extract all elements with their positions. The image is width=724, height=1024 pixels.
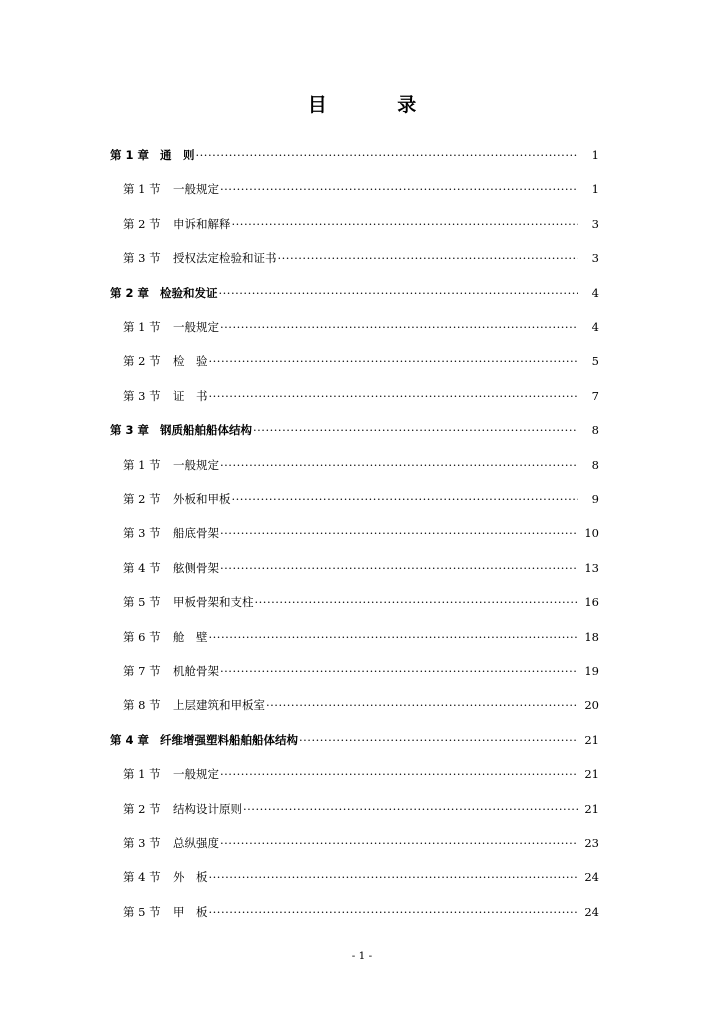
toc-entry-page-number: 1	[591, 148, 599, 162]
toc-dot-leader	[266, 696, 578, 714]
toc-entry-title: 船底骨架	[173, 526, 219, 541]
toc-entry-page-number: 4	[591, 320, 599, 334]
toc-entry-number: 第 3 章	[110, 423, 150, 438]
toc-entry-number: 第 3 节	[123, 836, 161, 850]
toc-dot-leader	[232, 215, 579, 233]
toc-entry-number: 第 6 节	[123, 629, 161, 644]
toc-entry-number: 第 3 节	[123, 388, 161, 403]
toc-chapter-entry[interactable]	[110, 284, 599, 302]
toc-entry-number: 第 1 节	[123, 457, 161, 472]
toc-entry-title: 纤维增强塑料船舶船体结构	[160, 732, 298, 747]
toc-section-entry[interactable]	[123, 180, 599, 198]
toc-entry-title: 申诉和解释	[173, 216, 231, 231]
toc-dot-leader	[220, 559, 578, 577]
toc-entry-page-number: 19	[584, 664, 599, 678]
toc-dot-leader	[220, 765, 578, 783]
toc-dot-leader	[209, 903, 579, 921]
toc-entry-page-number: 8	[591, 457, 599, 472]
toc-dot-leader	[220, 834, 578, 852]
toc-dot-leader	[255, 593, 579, 611]
toc-section-entry[interactable]	[123, 318, 599, 336]
toc-entry-number: 第 2 节	[123, 801, 161, 816]
toc-entry-number: 第 7 节	[123, 664, 161, 678]
toc-dot-leader	[209, 868, 579, 886]
toc-dot-leader	[243, 800, 578, 818]
toc-entry-number: 第 3 节	[123, 251, 161, 266]
toc-section-entry[interactable]	[123, 559, 599, 577]
toc-section-entry[interactable]	[123, 215, 599, 233]
toc-entry-page-number: 21	[584, 801, 599, 816]
toc-dot-leader	[232, 490, 579, 508]
toc-entry-number: 第 1 节	[123, 767, 161, 782]
toc-entry-page-number: 24	[584, 904, 599, 919]
toc-dot-leader	[220, 180, 578, 198]
toc-dot-leader	[253, 421, 578, 439]
toc-section-entry[interactable]	[123, 868, 599, 886]
toc-entry-page-number: 21	[584, 732, 599, 747]
toc-dot-leader	[220, 318, 578, 336]
toc-dot-leader	[278, 249, 579, 267]
toc-section-entry[interactable]	[123, 490, 599, 508]
toc-entry-title: 检 验	[173, 354, 208, 369]
toc-entry-title: 甲 板	[173, 904, 208, 919]
toc-dot-leader	[220, 456, 578, 474]
toc-entry-page-number: 23	[584, 836, 599, 850]
toc-section-entry[interactable]	[123, 524, 599, 542]
toc-entry-page-number: 8	[591, 423, 599, 438]
toc-entry-page-number: 10	[584, 526, 599, 541]
toc-dot-leader	[209, 387, 579, 405]
toc-entry-number: 第 5 节	[123, 904, 161, 919]
toc-entry-number: 第 4 章	[110, 732, 150, 747]
toc-entry-title: 一般规定	[173, 182, 219, 197]
toc-entry-number: 第 5 节	[123, 595, 161, 610]
toc-entry-title: 授权法定检验和证书	[173, 251, 277, 266]
toc-entry-page-number: 9	[591, 492, 599, 506]
toc-chapter-entry[interactable]	[110, 731, 599, 749]
toc-section-entry[interactable]	[123, 765, 599, 783]
toc-entry-page-number: 1	[591, 182, 599, 197]
toc-entry-page-number: 4	[591, 285, 599, 300]
toc-entry-number: 第 4 节	[123, 560, 161, 575]
toc-entry-title: 甲板骨架和支柱	[173, 595, 254, 610]
toc-entry-title: 舱 壁	[173, 629, 208, 644]
toc-entry-title: 一般规定	[173, 767, 219, 782]
toc-entry-page-number: 20	[584, 698, 599, 713]
toc-entry-title: 通 则	[160, 148, 195, 162]
toc-section-entry[interactable]	[123, 834, 599, 852]
toc-section-entry[interactable]	[123, 662, 599, 680]
toc-entry-page-number: 3	[591, 216, 599, 231]
toc-chapter-entry[interactable]	[110, 421, 599, 439]
toc-entry-page-number: 21	[584, 767, 599, 782]
toc-entry-number: 第 8 节	[123, 698, 161, 713]
toc-entry-page-number: 5	[591, 354, 599, 369]
page-number-footer: - 1 -	[351, 950, 373, 962]
toc-entry-title: 上层建筑和甲板室	[173, 698, 265, 713]
toc-entry-number: 第 2 章	[110, 285, 150, 300]
toc-entry-number: 第 4 节	[123, 870, 161, 885]
toc-entry-title: 外 板	[173, 870, 208, 885]
toc-section-entry[interactable]	[123, 800, 599, 818]
toc-entry-number: 第 2 节	[123, 216, 161, 231]
toc-entry-title: 机舱骨架	[173, 664, 219, 678]
toc-section-entry[interactable]	[123, 696, 599, 714]
toc-section-entry[interactable]	[123, 456, 599, 474]
toc-section-entry[interactable]	[123, 387, 599, 405]
toc-dot-leader	[220, 524, 578, 542]
toc-entry-number: 第 1 节	[123, 182, 161, 197]
toc-entry-page-number: 7	[591, 388, 599, 403]
toc-entry-title: 检验和发证	[160, 285, 218, 300]
toc-section-entry[interactable]	[123, 593, 599, 611]
toc-entry-title: 舷侧骨架	[173, 560, 219, 575]
toc-entry-page-number: 16	[584, 595, 599, 610]
toc-dot-leader	[219, 284, 579, 302]
toc-entry-number: 第 1 章	[110, 148, 150, 162]
toc-dot-leader	[299, 731, 578, 749]
toc-section-entry[interactable]	[123, 249, 599, 267]
toc-entry-title: 钢质船舶船体结构	[160, 423, 252, 438]
toc-dot-leader	[209, 352, 579, 370]
toc-entry-page-number: 18	[584, 629, 599, 644]
toc-dot-leader	[196, 146, 579, 164]
toc-entry-title: 一般规定	[173, 457, 219, 472]
toc-dot-leader	[209, 628, 579, 646]
toc-section-entry[interactable]	[123, 352, 599, 370]
toc-entry-title: 外板和甲板	[173, 492, 231, 506]
toc-entry-title: 总纵强度	[173, 836, 219, 850]
toc-section-entry[interactable]	[123, 628, 599, 646]
toc-section-entry[interactable]	[123, 903, 599, 921]
toc-entry-title: 证 书	[173, 388, 208, 403]
toc-entry-page-number: 13	[584, 560, 599, 575]
toc-entry-number: 第 2 节	[123, 354, 161, 369]
toc-entry-number: 第 3 节	[123, 526, 161, 541]
toc-chapter-entry[interactable]	[110, 146, 599, 164]
page-title: 目 录	[307, 94, 449, 116]
toc-dot-leader	[220, 662, 578, 680]
toc-entry-number: 第 2 节	[123, 492, 161, 506]
toc-entry-number: 第 1 节	[123, 320, 161, 334]
toc-entry-title: 结构设计原则	[173, 801, 242, 816]
toc-entry-title: 一般规定	[173, 320, 219, 334]
toc-entry-page-number: 3	[591, 251, 599, 266]
toc-entry-page-number: 24	[584, 870, 599, 885]
